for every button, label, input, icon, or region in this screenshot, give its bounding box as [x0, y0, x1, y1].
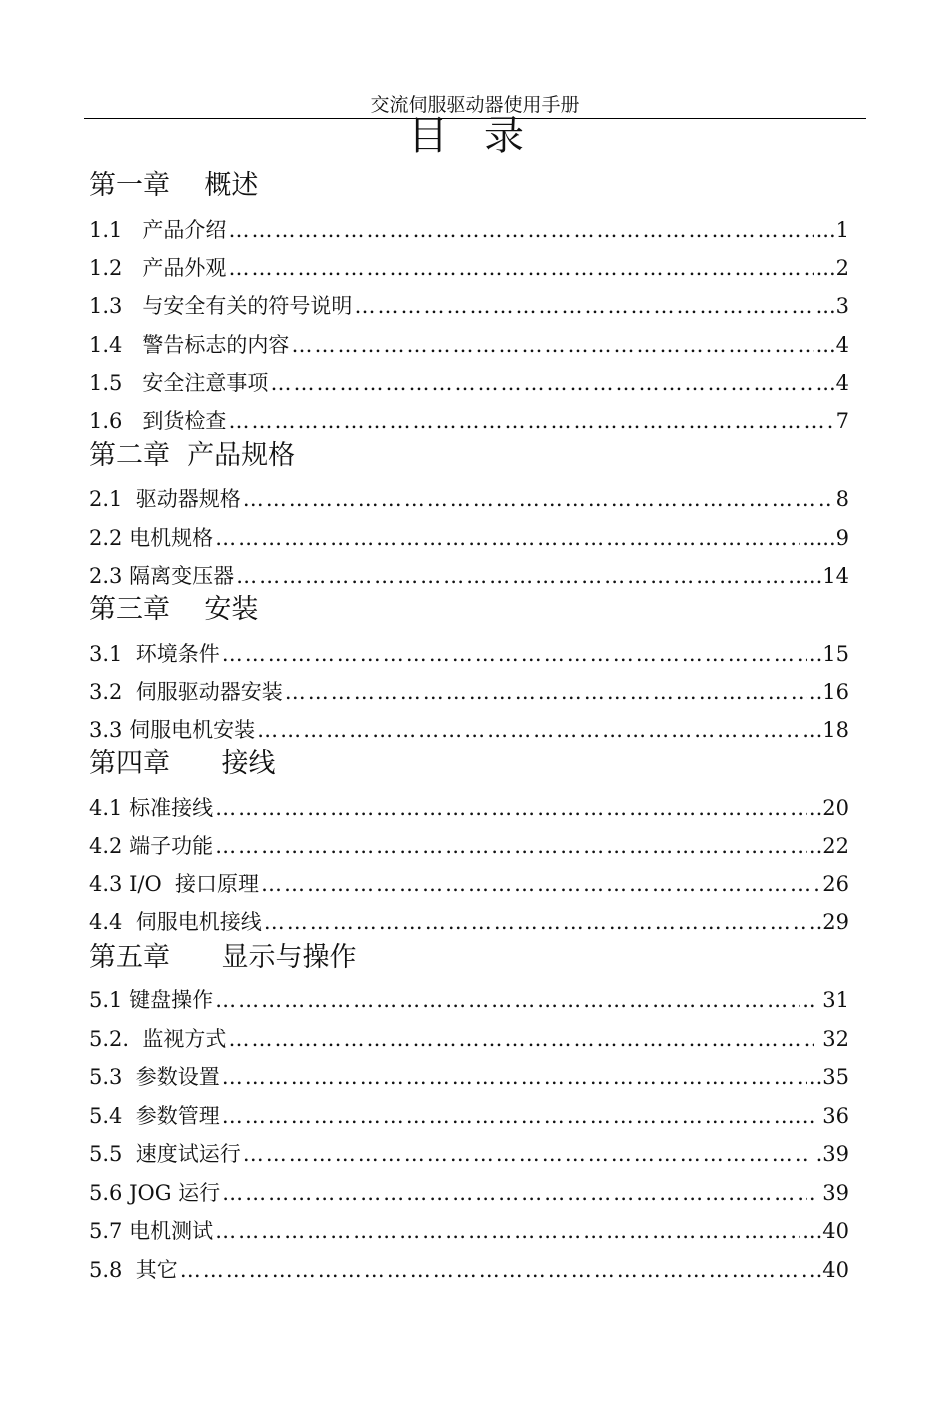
toc-entry-label: 4.4 伺服电机接线 [89, 910, 262, 934]
toc-entry[interactable] [89, 216, 849, 244]
toc-entry[interactable] [89, 1256, 849, 1284]
dot-leader [228, 216, 813, 244]
toc-entry-label: 5.7 电机测试 [89, 1219, 214, 1243]
toc-title: 目录 [408, 113, 560, 159]
toc-entry-label: 3.1 环境条件 [89, 642, 220, 666]
dot-leader [291, 331, 813, 359]
toc-entry[interactable] [89, 870, 849, 898]
dot-leader [215, 986, 800, 1014]
toc-entry-label: 3.2 伺服驱动器安装 [89, 680, 283, 704]
toc-entry-label: 1.4 警告标志的内容 [89, 333, 290, 357]
toc-entry[interactable] [89, 331, 849, 359]
toc-entry-page: ...14 [802, 564, 849, 588]
toc-entry-page: .....9 [802, 526, 849, 550]
toc-entry-page: ...4 [815, 333, 849, 357]
toc-entry-page: 26 [822, 872, 849, 896]
dot-leader [261, 870, 820, 898]
toc-entry[interactable] [89, 1217, 849, 1245]
toc-entry-label: 1.3 与安全有关的符号说明 [89, 294, 353, 318]
toc-entry-label: 1.2 产品外观 [89, 256, 227, 280]
toc-entry-label: 5.3 参数设置 [89, 1065, 220, 1089]
toc-entry-label: 3.3 伺服电机安装 [89, 718, 256, 742]
toc-entry-page: ...1 [815, 218, 849, 242]
toc-entry[interactable] [89, 1102, 849, 1130]
dot-leader [222, 640, 807, 668]
toc-entry-page: . 39 [808, 1181, 849, 1205]
toc-entry-page: ...40 [802, 1219, 849, 1243]
toc-entry-page: ...3 [815, 294, 849, 318]
dot-leader [264, 908, 807, 936]
dot-leader [215, 832, 807, 860]
toc-entry[interactable] [89, 369, 849, 397]
toc-entry-label: 4.1 标准接线 [89, 796, 214, 820]
toc-entry-page: 7 [835, 409, 849, 433]
toc-entry-page: ..16 [808, 680, 849, 704]
toc-entry-page: ..20 [808, 796, 849, 820]
toc-entry[interactable] [89, 292, 849, 320]
toc-entry-label: 5.6 JOG 运行 [89, 1181, 221, 1205]
dot-leader [215, 1217, 800, 1245]
toc-entry[interactable] [89, 832, 849, 860]
dot-leader [243, 1140, 807, 1168]
toc-entry[interactable] [89, 716, 849, 744]
toc-entry-page: ..15 [808, 642, 849, 666]
toc-entry-label: 4.2 端子功能 [89, 834, 214, 858]
dot-leader [228, 254, 813, 282]
toc-entry-page: ..40 [808, 1258, 849, 1282]
toc-entry[interactable] [89, 1179, 849, 1207]
toc-entry-label: 2.3 隔离变压器 [89, 564, 235, 588]
dot-leader [270, 369, 813, 397]
dot-leader [215, 794, 807, 822]
toc-entry-page: ..22 [808, 834, 849, 858]
toc-entry-page: 32 [815, 1027, 849, 1051]
toc-entry-label: 5.2. 监视方式 [89, 1027, 227, 1051]
toc-entry-page: .39 [808, 1142, 849, 1166]
dot-leader [222, 1179, 807, 1207]
chapter-heading-2: 第二章 产品规格 [89, 440, 296, 471]
dot-leader [222, 1102, 793, 1130]
toc-entry[interactable] [89, 908, 849, 936]
dot-leader [215, 524, 800, 552]
toc-entry[interactable] [89, 678, 849, 706]
toc-entry-label: 5.8 其它 [89, 1258, 178, 1282]
toc-entry[interactable] [89, 524, 849, 552]
toc-entry[interactable] [89, 1025, 849, 1053]
toc-entry[interactable] [89, 254, 849, 282]
dot-leader [243, 485, 834, 513]
toc-entry-page: ..35 [808, 1065, 849, 1089]
toc-entry-label: 1.1 产品介绍 [89, 218, 227, 242]
dot-leader [285, 678, 807, 706]
toc-entry-label: 5.4 参数管理 [89, 1104, 220, 1128]
toc-entry-page: ...4 [815, 371, 849, 395]
toc-entry-page: ...18 [802, 718, 849, 742]
toc-entry[interactable] [89, 1063, 849, 1091]
toc-entry[interactable] [89, 562, 849, 590]
toc-entry-label: 5.1 键盘操作 [89, 988, 214, 1012]
toc-entry-label: 1.5 安全注意事项 [89, 371, 269, 395]
dot-leader [228, 407, 833, 435]
toc-entry-page: .. 31 [802, 988, 849, 1012]
toc-entry-page: … 36 [794, 1104, 849, 1128]
chapter-heading-1: 第一章 概述 [89, 170, 259, 201]
dot-leader [257, 716, 800, 744]
toc-entry[interactable] [89, 1140, 849, 1168]
toc-entry-page: ..29 [808, 910, 849, 934]
toc-entry-label: 4.3 I/O 接口原理 [89, 872, 260, 896]
toc-entry[interactable] [89, 407, 849, 435]
chapter-heading-4: 第四章 接线 [89, 748, 276, 779]
chapter-heading-3: 第三章 安装 [89, 594, 259, 625]
toc-entry-page: 8 [835, 487, 849, 511]
toc-entry-label: 5.5 速度试运行 [89, 1142, 241, 1166]
toc-entry-label: 2.2 电机规格 [89, 526, 214, 550]
dot-leader [222, 1063, 807, 1091]
toc-entry[interactable] [89, 640, 849, 668]
toc-entry-label: 1.6 到货检查 [89, 409, 227, 433]
toc-entry-page: ...2 [815, 256, 849, 280]
dot-leader [180, 1256, 807, 1284]
dot-leader [236, 562, 800, 590]
running-header: 交流伺服驱动器使用手册 [370, 94, 580, 116]
toc-entry[interactable] [89, 485, 849, 513]
dot-leader [354, 292, 813, 320]
toc-entry[interactable] [89, 986, 849, 1014]
chapter-heading-5: 第五章 显示与操作 [89, 942, 357, 973]
toc-entry-label: 2.1 驱动器规格 [89, 487, 241, 511]
toc-entry[interactable] [89, 794, 849, 822]
dot-leader [228, 1025, 813, 1053]
